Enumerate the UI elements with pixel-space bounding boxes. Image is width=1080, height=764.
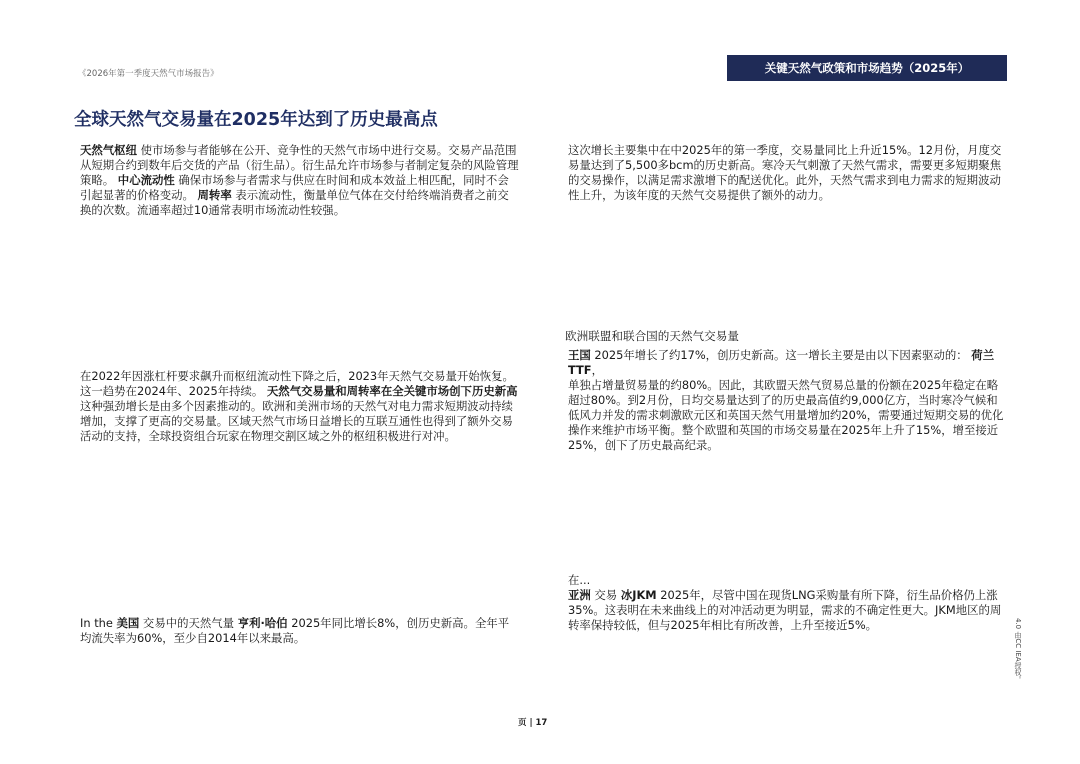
text-segment: 这种强劲增长是由多个因素推动的。欧洲和美洲市场的天然气对电力需求短期波动持续增加，支撑了更高的交易量。区域天然气市场日益增长的互联互通性也得到了额外交易活动的支持，全球投资组合玩家在物理交割区域之外的枢纽积极进行对冲。 xyxy=(80,399,513,443)
paragraph-growth-q1: 这次增长主要集中在中2025年的第一季度，交易量同比上升近15%。12月份，月度交易量达到了5,500多bcm的历史新高。寒冷天气刺激了天然气需求，需要更多短期聚焦的交易操作，以满足需求激增下的配送优化。此外，天然气需求到电力需求的短期波动性上升，为该年度的天然气交易提供了额外的动力。 xyxy=(568,143,1002,202)
text-segment: ， xyxy=(591,363,603,377)
term-liquidity: 中心流动性 xyxy=(117,173,175,187)
text-segment: 2025年，尽管中国在现货LNG采购量有所下降，衍生品价格仍上涨35%。这表明在未来曲线上的对冲活动更为明显，需求的不确定性更大。JKM地区的周转率保持较低，但与2025年相比有所改善，上升至接近5%。 xyxy=(568,588,1002,632)
page-number: 页 | 17 xyxy=(518,718,548,728)
paragraph-trading-recovery xyxy=(80,369,520,444)
report-title: 《2026年第一季度天然气市场报告》 xyxy=(78,69,219,79)
text-segment: 交易 xyxy=(590,588,621,602)
text-segment: 2025年增长了约17%，创历史新高。这一增长主要是由以下因素驱动的： xyxy=(590,348,972,362)
text-segment: 确保市场参与者需求与供应在时间和成本效益上相匹配，同时不会引起显著的价格变动。 xyxy=(80,173,509,202)
page-heading: 全球天然气交易量在2025年达到了历史最高点 xyxy=(74,110,438,130)
bold-asia: 亚洲 xyxy=(568,588,591,602)
paragraph-hub-definition xyxy=(80,143,520,218)
text-segment: 表示流动性，衡量单位气体在交付给终端消费者之前交换的次数。流通率超过10通常表明市场流动性较强。 xyxy=(80,188,509,217)
paragraph-asia-jkm xyxy=(568,573,1008,633)
paragraph-us-trading xyxy=(80,616,520,646)
text-segment: 使市场参与者能够在公开、竞争性的天然气市场中进行交易。交易产品范围从短期合约到数年后交货的产品（衍生品）。衍生品允许市场参与者制定复杂的风险管理策略。 xyxy=(80,143,519,187)
text-segment: 2025年同比增长8%，创历史新高。全年平均流失率为60%，至少自2014年以来最高。 xyxy=(80,616,510,645)
text-segment: 在... xyxy=(568,573,591,587)
bold-henry-hub: 亨利·哈伯 xyxy=(237,616,288,630)
term-churn: 周转率 xyxy=(197,188,232,202)
bold-ttf: 荷兰TTF xyxy=(568,348,995,377)
license-note: 4.0 由CC IEA授权。 xyxy=(1014,618,1022,683)
bold-jkm: 冰JKM xyxy=(620,588,657,602)
bold-highlight: 天然气交易量和周转率在全关键市场创下历史新高 xyxy=(266,384,518,398)
bold-uk: 王国 xyxy=(568,348,591,362)
paragraph-uk-ttf xyxy=(568,348,1008,453)
term-hub: 天然气枢纽 xyxy=(80,143,137,157)
text-segment: In the xyxy=(80,616,117,630)
text-segment: 在2022年因涨杠杆要求飙升而枢纽流动性下降之后，2023年天然气交易量开始恢复。这一趋势在2024年、2025年持续。 xyxy=(80,369,514,398)
text-segment: 单独占增量贸易量的约80%。因此，其欧盟天然气贸易总量的份额在2025年稳定在略超过80%。到2月份，日均交易量达到了的历史最高值约9,000亿方，当时寒冷气候和低风力并发的需求刺激欧元区和英国天然气用量增加约20%，需要通过短期交易的优化操作来维护市场平衡。整个欧盟和英国的市场交易量在2025年上升了15%，增至接近25%，创下了历史最高纪录。 xyxy=(568,378,1004,452)
text-segment: 交易中的天然气量 xyxy=(139,616,238,630)
bold-us: 美国 xyxy=(116,616,140,630)
sub-heading-eu-uk: 欧洲联盟和联合国的天然气交易量 xyxy=(565,329,739,343)
section-banner: 关键天然气政策和市场趋势（2025年） xyxy=(727,55,1007,81)
